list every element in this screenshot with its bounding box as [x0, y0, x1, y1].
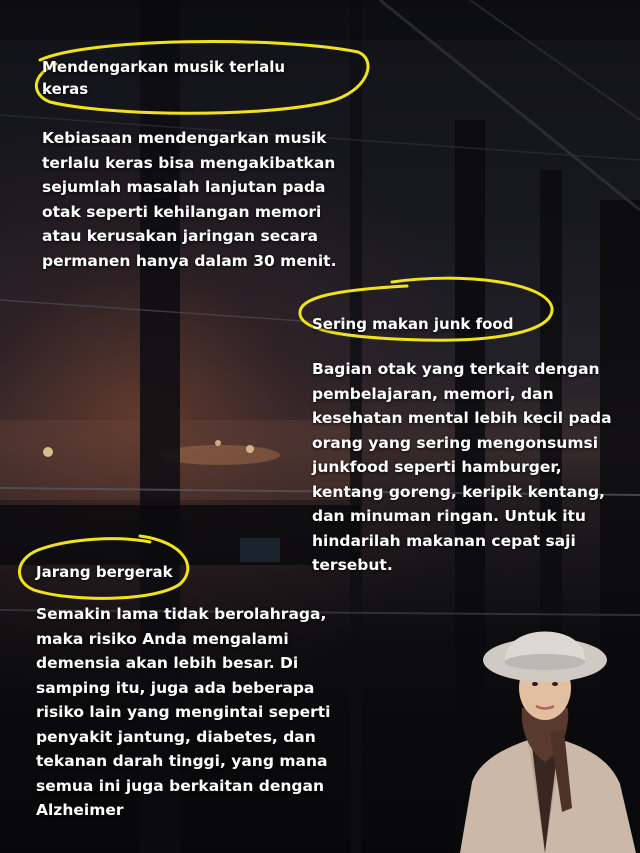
section-3-heading: Jarang bergerak	[36, 563, 173, 581]
highlight-circle-2	[292, 270, 562, 350]
section-1-body: Kebiasaan mendengarkan musik terlalu keras bisa mengakibatkan sejumlah masalah lanjutan pada otak seperti kehilangan memori atau kerusakan jaringan secara permanen hanya dalam 30 menit.	[42, 129, 337, 270]
section-1-heading: Mendengarkan musik terlalu keras	[42, 58, 286, 98]
woman-photo	[450, 612, 640, 853]
section-2-body: Bagian otak yang terkait dengan pembelajaran, memori, dan kesehatan mental lebih kecil pada orang yang sering mengonsumsi junkfood seperti hamburger, kentang goreng, keripik kentang, dan minuman ringan. Untuk itu hindarilah makanan cepat saji tersebut.	[312, 360, 612, 574]
section-2-heading: Sering makan junk food	[312, 315, 514, 333]
section-3-body: Semakin lama tidak berolahraga, maka risiko Anda mengalami demensia akan lebih besar. Di samping itu, juga ada beberapa risiko lain yang mengintai seperti penyakit jantung, diabetes, dan tekanan darah tinggi, yang mana semua ini juga berkaitan dengan Alzheimer	[36, 605, 331, 819]
